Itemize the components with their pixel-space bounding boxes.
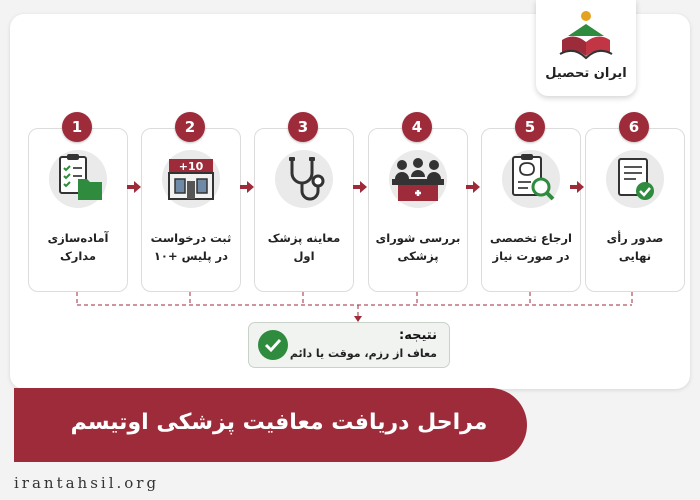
step-label-2: ثبت درخواست در پلیس +۱۰ xyxy=(150,231,232,263)
arrow-right-icon xyxy=(127,181,141,193)
step-card-2 xyxy=(141,128,241,292)
arrow-right-icon xyxy=(353,181,367,193)
step-number-2: 2 xyxy=(175,112,205,142)
step-number-3: 3 xyxy=(288,112,318,142)
result-box xyxy=(248,322,450,368)
brain-report-magnifier-icon xyxy=(501,149,561,209)
banner-title: مراحل دریافت معافیت پزشکی اوتیسم xyxy=(70,410,488,435)
step-label-1: آماده‌سازی مدارک xyxy=(47,231,109,263)
stethoscope-icon xyxy=(274,149,334,209)
step-number-5: 5 xyxy=(515,112,545,142)
result-title: نتیجه: xyxy=(399,328,437,343)
step-card-5 xyxy=(481,128,581,292)
police-plus10-building-icon xyxy=(161,149,221,209)
arrow-right-icon xyxy=(570,181,584,193)
arrow-right-icon xyxy=(466,181,480,193)
step-label-6: صدور رأی نهایی xyxy=(606,231,664,263)
step-card-4 xyxy=(368,128,468,292)
step-number-4: 4 xyxy=(402,112,432,142)
step-card-1 xyxy=(28,128,128,292)
title-banner xyxy=(14,388,527,462)
plus10-sign: +10 xyxy=(178,160,204,173)
site-url[interactable]: irantahsil.org xyxy=(14,474,160,492)
check-circle-icon xyxy=(258,330,288,360)
clipboard-folder-icon xyxy=(48,149,108,209)
arrow-right-icon xyxy=(240,181,254,193)
document-check-icon xyxy=(605,149,665,209)
step-label-5: ارجاع تخصصی در صورت نیاز xyxy=(490,231,572,263)
step-card-6 xyxy=(585,128,685,292)
step-card-3 xyxy=(254,128,354,292)
step-number-1: 1 xyxy=(62,112,92,142)
step-number-6: 6 xyxy=(619,112,649,142)
step-label-3: معاینه پزشک اول xyxy=(267,231,341,263)
brand-name: ایران تحصیل xyxy=(545,66,627,81)
result-text: معاف از رزم، موقت یا دائم xyxy=(289,347,437,360)
medical-council-icon xyxy=(388,149,448,209)
step-label-4: بررسی شورای پزشکی xyxy=(375,231,461,263)
